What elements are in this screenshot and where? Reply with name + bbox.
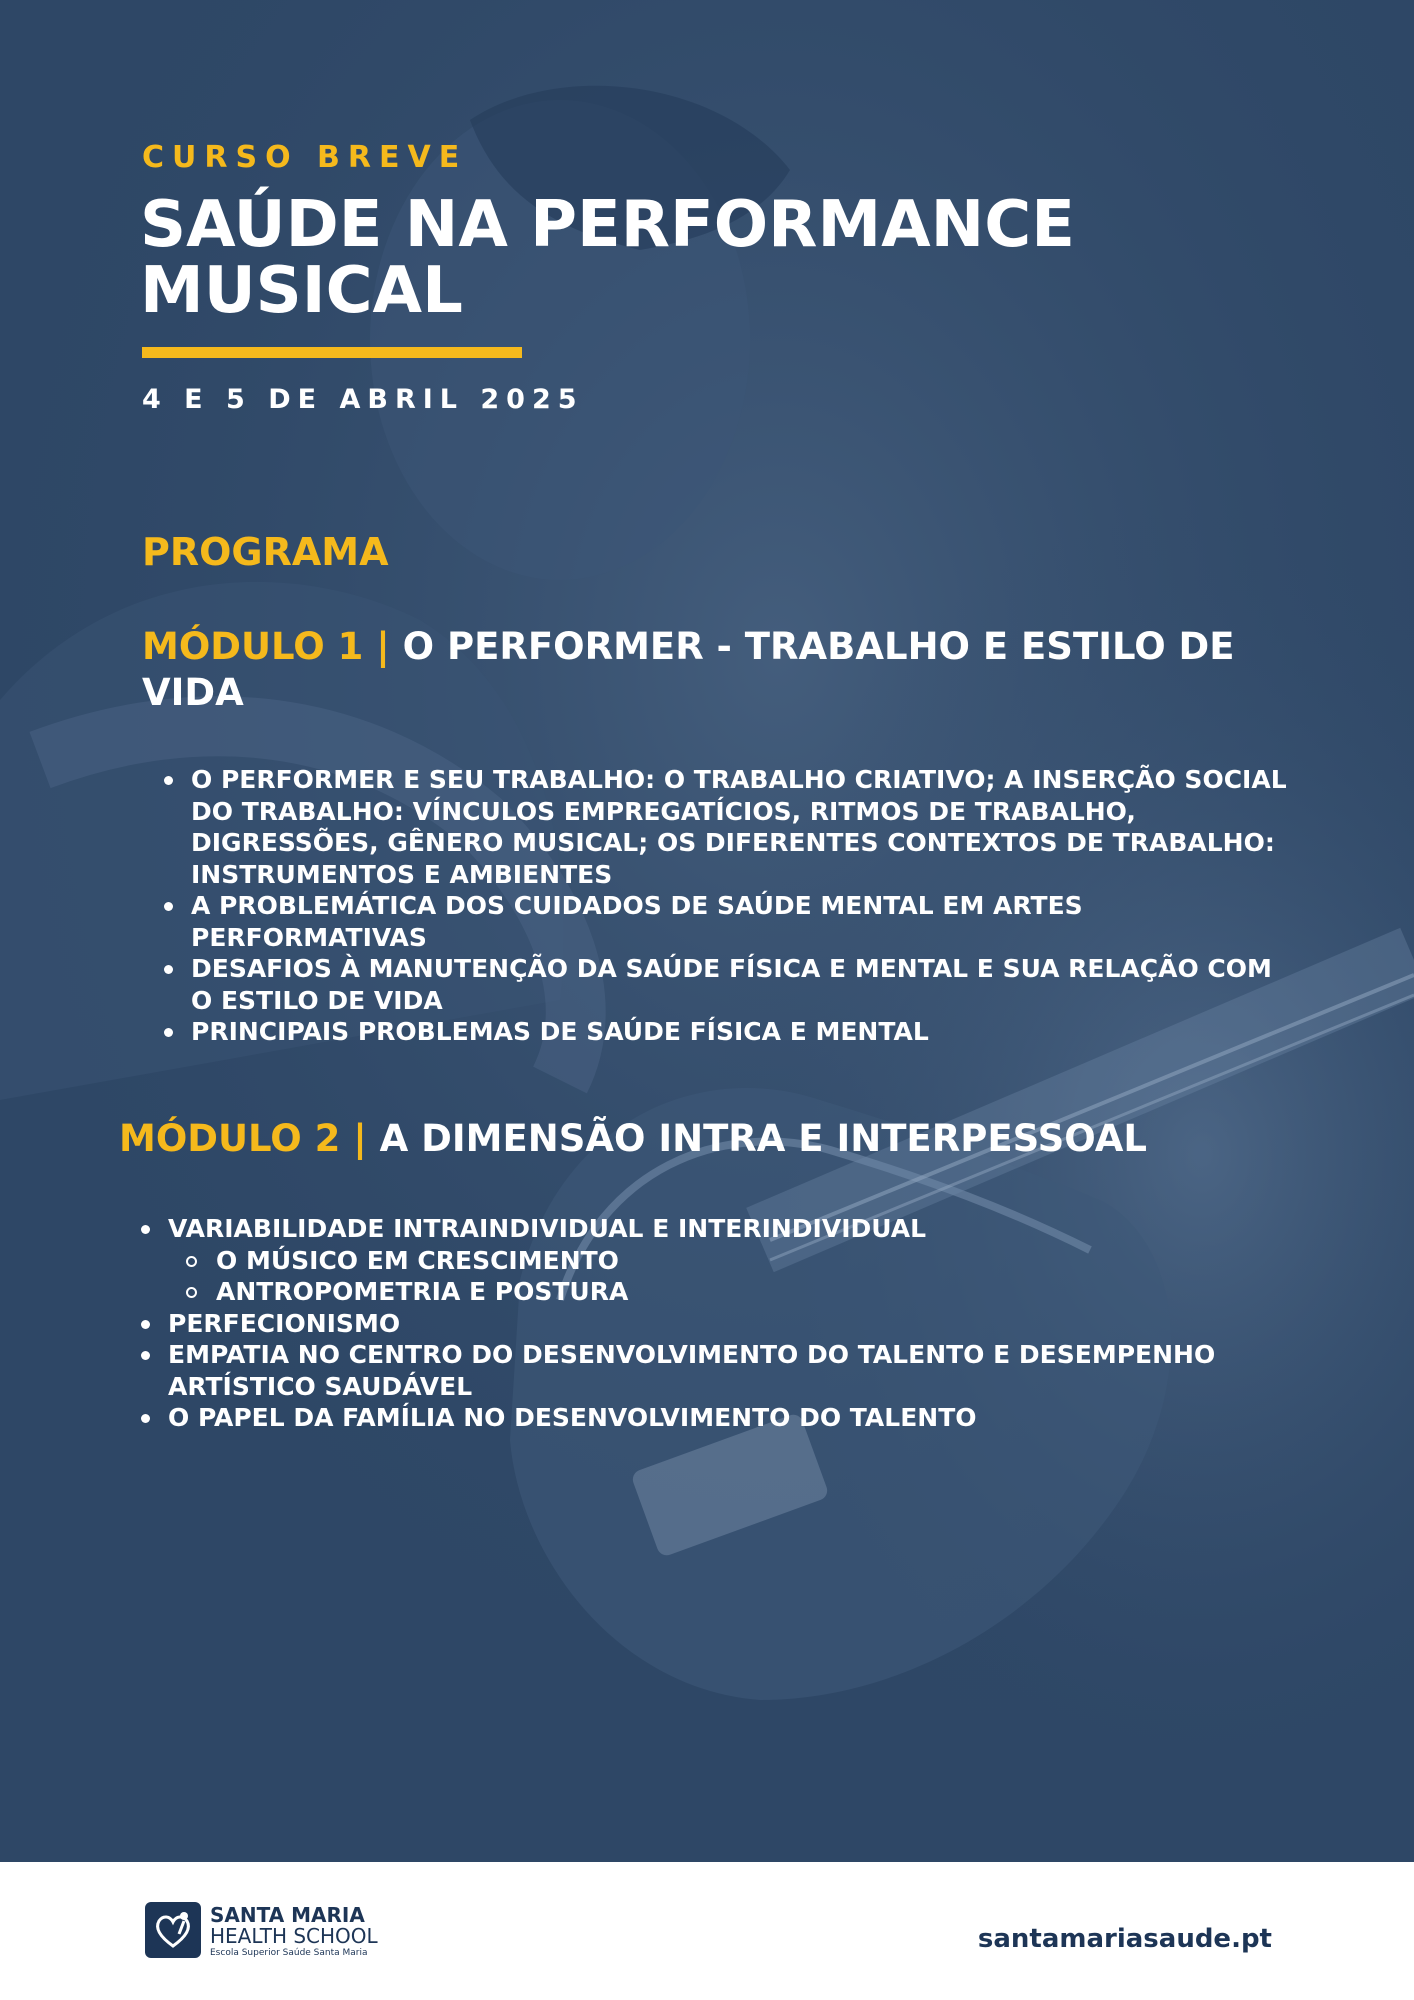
- module-2-heading: [119, 1116, 1319, 1162]
- list-item: PERFECIONISMO: [134, 1308, 1274, 1340]
- course-title-line-1: SAÚDE NA PERFORMANCE: [140, 188, 1075, 262]
- module-1-topic-list: [157, 764, 1297, 1048]
- module-2-topic-list: [134, 1213, 1274, 1434]
- module-1-title: O PERFORMER - TRABALHO E ESTILO DE VIDA: [142, 625, 1235, 714]
- list-item: EMPATIA NO CENTRO DO DESENVOLVIMENTO DO TALENTO E DESEMPENHO ARTÍSTICO SAUDÁVEL: [134, 1339, 1274, 1402]
- course-type-label: CURSO BREVE: [142, 140, 468, 175]
- program-heading: PROGRAMA: [142, 530, 389, 574]
- module-2-number: MÓDULO 2 |: [119, 1117, 367, 1160]
- accent-divider: [142, 347, 522, 358]
- list-item: DESAFIOS À MANUTENÇÃO DA SAÚDE FÍSICA E MENTAL E SUA RELAÇÃO COM O ESTILO DE VIDA: [157, 953, 1297, 1016]
- school-name-line-3: Escola Superior Saúde Santa Maria: [210, 1948, 368, 1958]
- list-item: O PAPEL DA FAMÍLIA NO DESENVOLVIMENTO DO TALENTO: [134, 1402, 1274, 1434]
- module-2-title: A DIMENSÃO INTRA E INTERPESSOAL: [379, 1117, 1147, 1160]
- module-1-heading: [142, 624, 1282, 716]
- website-link[interactable]: santamariasaude.pt: [977, 1924, 1272, 1954]
- list-item: A PROBLEMÁTICA DOS CUIDADOS DE SAÚDE MENTAL EM ARTES PERFORMATIVAS: [157, 890, 1297, 953]
- course-title: [140, 188, 1340, 328]
- course-title-line-2: MUSICAL: [140, 254, 463, 328]
- list-item: PRINCIPAIS PROBLEMAS DE SAÚDE FÍSICA E MENTAL: [157, 1016, 1297, 1048]
- school-name-line-2: HEALTH SCHOOL: [210, 1924, 378, 1948]
- list-subitem: O MÚSICO EM CRESCIMENTO: [134, 1245, 1274, 1277]
- heart-person-logo-icon: [145, 1902, 201, 1958]
- module-1-number: MÓDULO 1 |: [142, 625, 390, 668]
- list-item: VARIABILIDADE INTRAINDIVIDUAL E INTERINDIVIDUAL: [134, 1213, 1274, 1245]
- list-subitem: ANTROPOMETRIA E POSTURA: [134, 1276, 1274, 1308]
- list-item: O PERFORMER E SEU TRABALHO: O TRABALHO CRIATIVO; A INSERÇÃO SOCIAL DO TRABALHO: VÍNCULOS EMPREGATÍCIOS, RITMOS DE TRABALHO, DIGRESSÕES, GÊNERO MUSICAL; OS DIFERENTES CONTEXTOS DE TRABALHO: INSTRUMENTOS E AMBIENTES: [157, 764, 1297, 890]
- footer: [0, 1862, 1414, 2000]
- course-date: 4 E 5 DE ABRIL 2025: [142, 384, 584, 415]
- school-logo-text: [210, 1904, 378, 1960]
- school-name-line-1: SANTA MARIA: [210, 1903, 365, 1927]
